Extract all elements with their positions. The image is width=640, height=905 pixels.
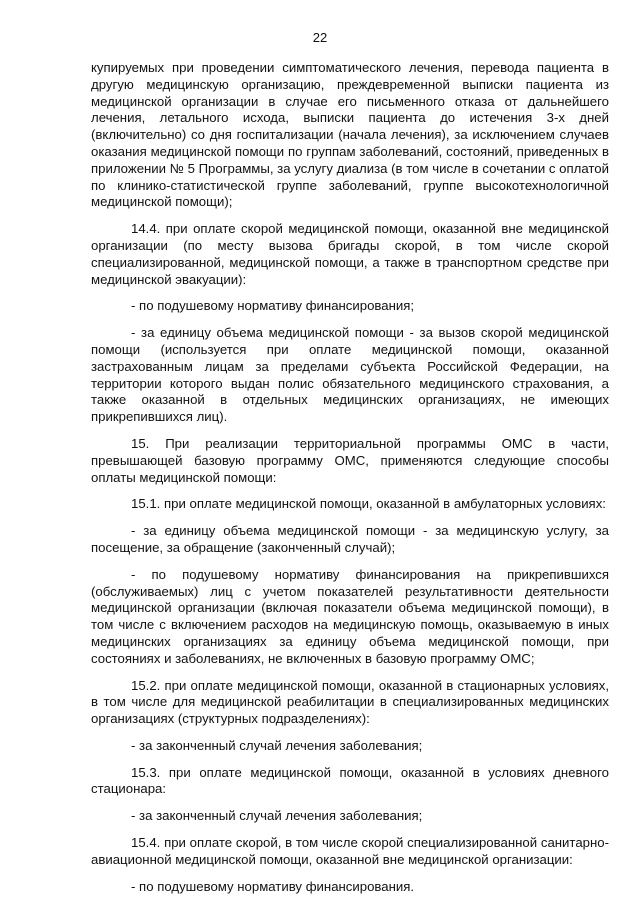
list-item-completed-case-inpatient: - за законченный случай лечения заболевания; — [131, 737, 423, 753]
list-item-per-capita-attached: - по подушевому нормативу финансирования на прикрепившихся (обслуживаемых) лиц с учетом показателей результативности деятельности медицинской организации (включая показатели объема медицинской помощи), в том числе с включением расходов на медицинскую помощь, оказываемую в иных медицинских организациях за единицу объема медицинской помощи, при состояниях и заболеваниях, не включенных в базовую программу ОМС; — [91, 566, 609, 666]
list-item-per-capita-emergency: - по подушевому нормативу финансирования. — [131, 878, 415, 894]
list-item-per-unit-service: - за единицу объема медицинской помощи - за медицинскую услугу, за посещение, за обращение (законченный случай); — [91, 523, 609, 555]
paragraph-15-2: 15.2. при оплате медицинской помощи, оказанной в стационарных условиях, в том числе для медицинской реабилитации в специализированных медицинских организациях (структурных подразделениях): — [91, 677, 609, 727]
list-item-per-capita: - по подушевому нормативу финансирования; — [131, 298, 415, 314]
paragraph-15: 15. При реализации территориальной программы ОМС в части, превышающей базовую программу ОМС, применяются следующие способы оплаты медицинской помощи: — [91, 435, 609, 485]
paragraph-continuation: купируемых при проведении симптоматического лечения, перевода пациента в другую медицинскую организацию, преждевременной выписки пациента из медицинской организации в случае его письменного отказа от дальнейшего лечения, летального исхода, выписки пациента до истечения 3-х дней (включительно) со дня госпитализации (начала лечения), за исключением случаев оказания медицинской помощи по группам заболеваний, состояний, приведенных в приложении № 5 Программы, за услугу диализа (в том числе в сочетании с оплатой по клинико-статистической группе заболеваний, группе высокотехнологичной медицинской помощи); — [91, 60, 609, 210]
list-item-per-unit-call: - за единицу объема медицинской помощи - за вызов скорой медицинской помощи (используется при оплате медицинской помощи, оказанной застрахованным лицам за пределами субъекта Российской Федерации, на территории которого выдан полис обязательного медицинского страхования, а также оказанной в отдельных медицинских организациях, не имеющих прикрепившихся лиц). — [91, 325, 609, 425]
paragraph-14-4: 14.4. при оплате скорой медицинской помощи, оказанной вне медицинской организации (по месту вызова бригады скорой, в том числе скорой специализированной, медицинской помощи, а также в транспортном средстве при медицинской эвакуации): — [91, 221, 609, 287]
list-item-completed-case-day-hospital: - за законченный случай лечения заболевания; — [131, 808, 423, 824]
paragraph-15-1: 15.1. при оплате медицинской помощи, оказанной в амбулаторных условиях: — [131, 496, 606, 512]
paragraph-15-4: 15.4. при оплате скорой, в том числе скорой специализированной санитарно-авиационной медицинской помощи, оказанной вне медицинской организации: — [91, 835, 609, 867]
page-number: 22 — [312, 30, 328, 45]
paragraph-15-3: 15.3. при оплате медицинской помощи, оказанной в условиях дневного стационара: — [91, 764, 609, 797]
document-body — [91, 60, 609, 905]
